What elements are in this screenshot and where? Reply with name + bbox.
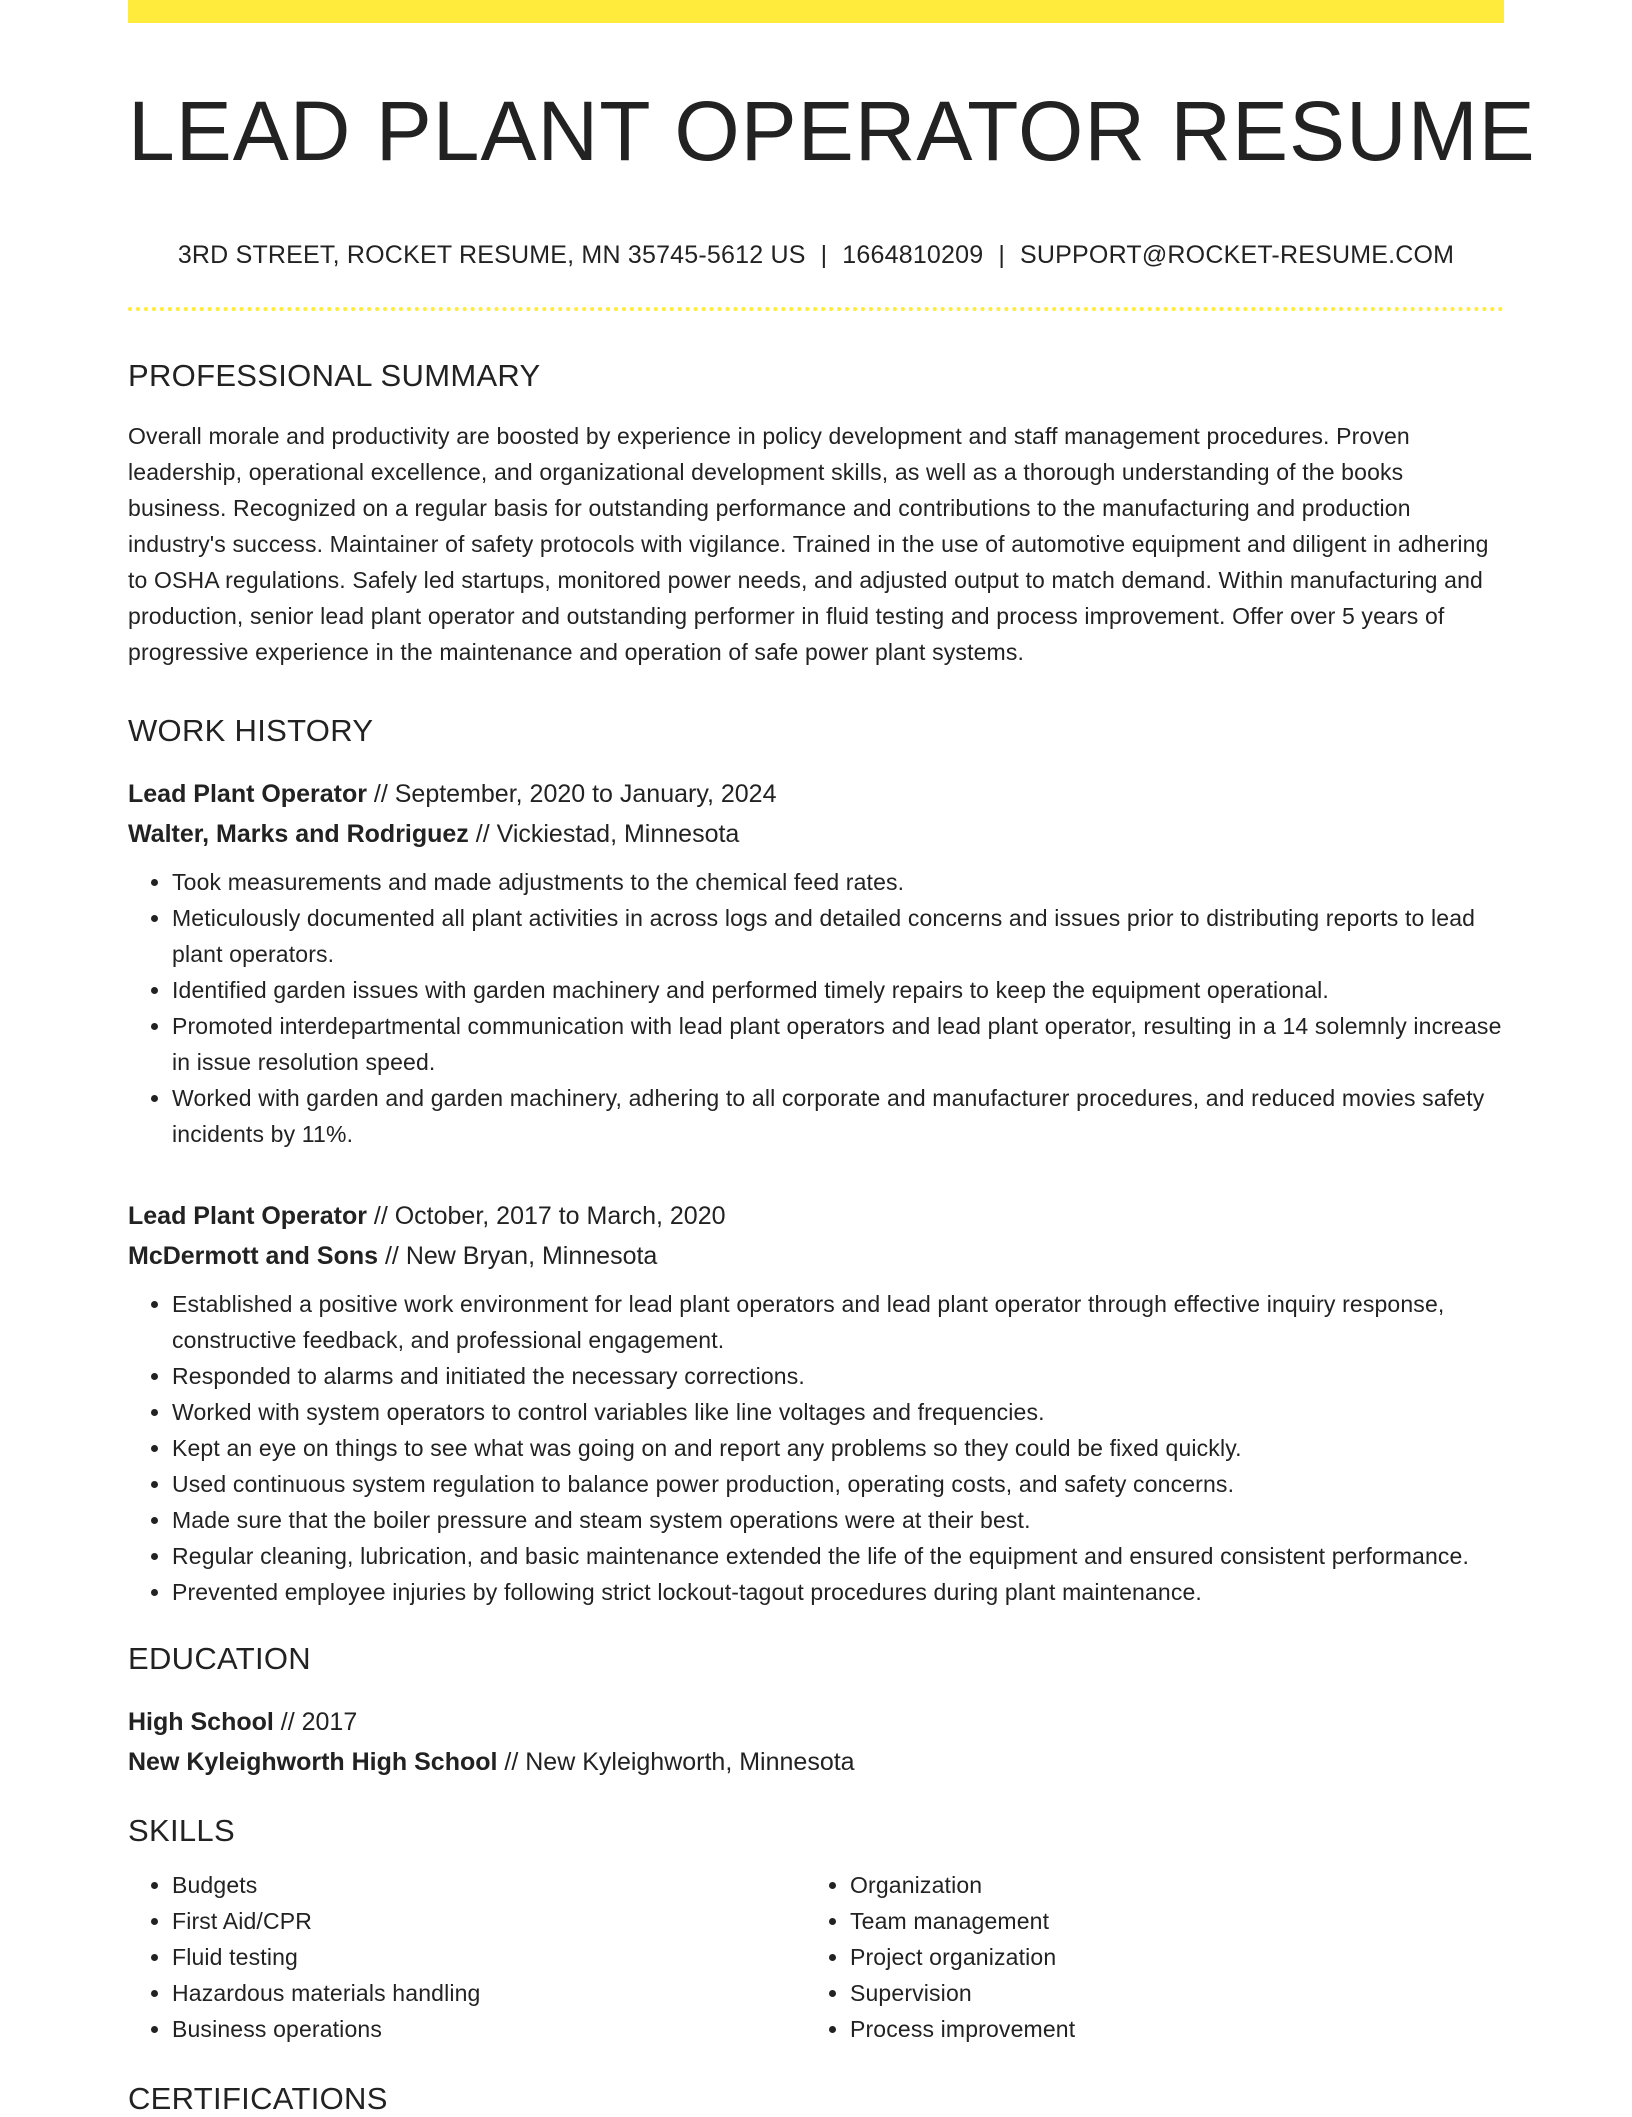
job-bullet: • Took measurements and made adjustments to the chemical feed rates.: [172, 864, 1504, 900]
skill-item: • Hazardous materials handling: [172, 1975, 806, 2011]
job-bullet: • Worked with garden and garden machinery, adhering to all corporate and manufacturer procedures, and reduced movies safety incidents by 11%.: [172, 1080, 1504, 1152]
job-role-line: [128, 774, 1504, 814]
skill-item: • Process improvement: [850, 2011, 1484, 2047]
education-school-line: [128, 1742, 1504, 1782]
resume-title: LEAD PLANT OPERATOR RESUME: [128, 84, 1536, 178]
contact-address: 3RD STREET, ROCKET RESUME, MN 35745-5612 US: [177, 241, 806, 270]
contact-line: [128, 241, 1504, 270]
job-dates: // September, 2020 to January, 2024: [366, 779, 777, 808]
skill-item: • Business operations: [172, 2011, 806, 2047]
skills-column-right: [806, 1867, 1484, 2047]
job-bullet: • Responded to alarms and initiated the necessary corrections.: [172, 1358, 1504, 1394]
job-bullet: • Identified garden issues with garden machinery and performed timely repairs to keep the equipment operational.: [172, 972, 1504, 1008]
job-dates: // October, 2017 to March, 2020: [366, 1201, 726, 1230]
section-title-summary: PROFESSIONAL SUMMARY: [128, 358, 541, 394]
education-school: New Kyleighworth High School: [128, 1747, 498, 1776]
education-degree-line: [128, 1702, 1504, 1742]
summary-text: Overall morale and productivity are boosted by experience in policy development and staff management procedures. Proven leadership, operational excellence, and organizational development skills, as well as a thorough understanding of the books business. Recognized on a regular basis for outstanding performance and contributions to the manufacturing and production industry's success. Maintainer of safety protocols with vigilance. Trained in the use of automotive equipment and diligent in adhering to OSHA regulations. Safely led startups, monitored power needs, and adjusted output to match demand. Within manufacturing and production, senior lead plant operator and outstanding performer in fluid testing and process improvement. Offer over 5 years of progressive experience in the maintenance and operation of safe power plant systems.: [128, 422, 1489, 665]
job-role: Lead Plant Operator: [128, 779, 367, 808]
education-degree: High School: [128, 1707, 274, 1736]
education-entry: [128, 1702, 1504, 1782]
job-bullets: [128, 864, 1504, 1152]
contact-separator: |: [820, 241, 828, 270]
job-bullet: • Regular cleaning, lubrication, and basic maintenance extended the life of the equipment and ensured consistent performance.: [172, 1538, 1504, 1574]
section-title-education: EDUCATION: [128, 1640, 311, 1676]
education-year: // 2017: [273, 1707, 358, 1736]
job-bullet: • Prevented employee injuries by following strict lockout-tagout procedures during plant maintenance.: [172, 1574, 1504, 1610]
skills-grid: [128, 1867, 1504, 2047]
skill-item: • Fluid testing: [172, 1939, 806, 1975]
section-title-skills: SKILLS: [128, 1812, 235, 1848]
skills-column-left: [128, 1867, 806, 2047]
job-bullets: [128, 1286, 1504, 1610]
accent-top-bar: [128, 0, 1504, 23]
skill-item: • Budgets: [172, 1867, 806, 1903]
skill-item: • Supervision: [850, 1975, 1484, 2011]
job-company: Walter, Marks and Rodriguez: [128, 819, 469, 848]
job-bullet: • Meticulously documented all plant activities in across logs and detailed concerns and issues prior to distributing reports to lead plant operators.: [172, 900, 1504, 972]
job-bullet: • Promoted interdepartmental communication with lead plant operators and lead plant operator, resulting in a 14 solemnly increase in issue resolution speed.: [172, 1008, 1504, 1080]
job-bullet: • Worked with system operators to control variables like line voltages and frequencies.: [172, 1394, 1504, 1430]
job-entry: [128, 1196, 1504, 1610]
section-title-certifications: CERTIFICATIONS: [128, 2081, 388, 2117]
job-bullet: • Used continuous system regulation to balance power production, operating costs, and safety concerns.: [172, 1466, 1504, 1502]
job-bullet: • Established a positive work environment for lead plant operators and lead plant operator through effective inquiry response, constructive feedback, and professional engagement.: [172, 1286, 1504, 1358]
dotted-divider: [128, 307, 1504, 311]
skill-item: • First Aid/CPR: [172, 1903, 806, 1939]
job-bullet: • Made sure that the boiler pressure and steam system operations were at their best.: [172, 1502, 1504, 1538]
skill-item: • Project organization: [850, 1939, 1484, 1975]
job-location: // Vickiestad, Minnesota: [468, 819, 740, 848]
contact-phone: 1664810209: [842, 241, 984, 270]
job-bullet: • Kept an eye on things to see what was going on and report any problems so they could be fixed quickly.: [172, 1430, 1504, 1466]
skill-item: • Team management: [850, 1903, 1484, 1939]
resume-page: [128, 0, 1536, 2117]
job-company-line: [128, 814, 1504, 854]
skill-item: • Organization: [850, 1867, 1484, 1903]
job-company-line: [128, 1236, 1504, 1276]
education-location: // New Kyleighworth, Minnesota: [497, 1747, 855, 1776]
job-location: // New Bryan, Minnesota: [378, 1241, 658, 1270]
job-entry: [128, 774, 1504, 1152]
section-title-work-history: WORK HISTORY: [128, 712, 374, 748]
job-role: Lead Plant Operator: [128, 1201, 367, 1230]
contact-email[interactable]: SUPPORT@ROCKET-RESUME.COM: [1020, 241, 1455, 270]
contact-separator: |: [998, 241, 1006, 270]
job-role-line: [128, 1196, 1504, 1236]
job-company: McDermott and Sons: [128, 1241, 379, 1270]
